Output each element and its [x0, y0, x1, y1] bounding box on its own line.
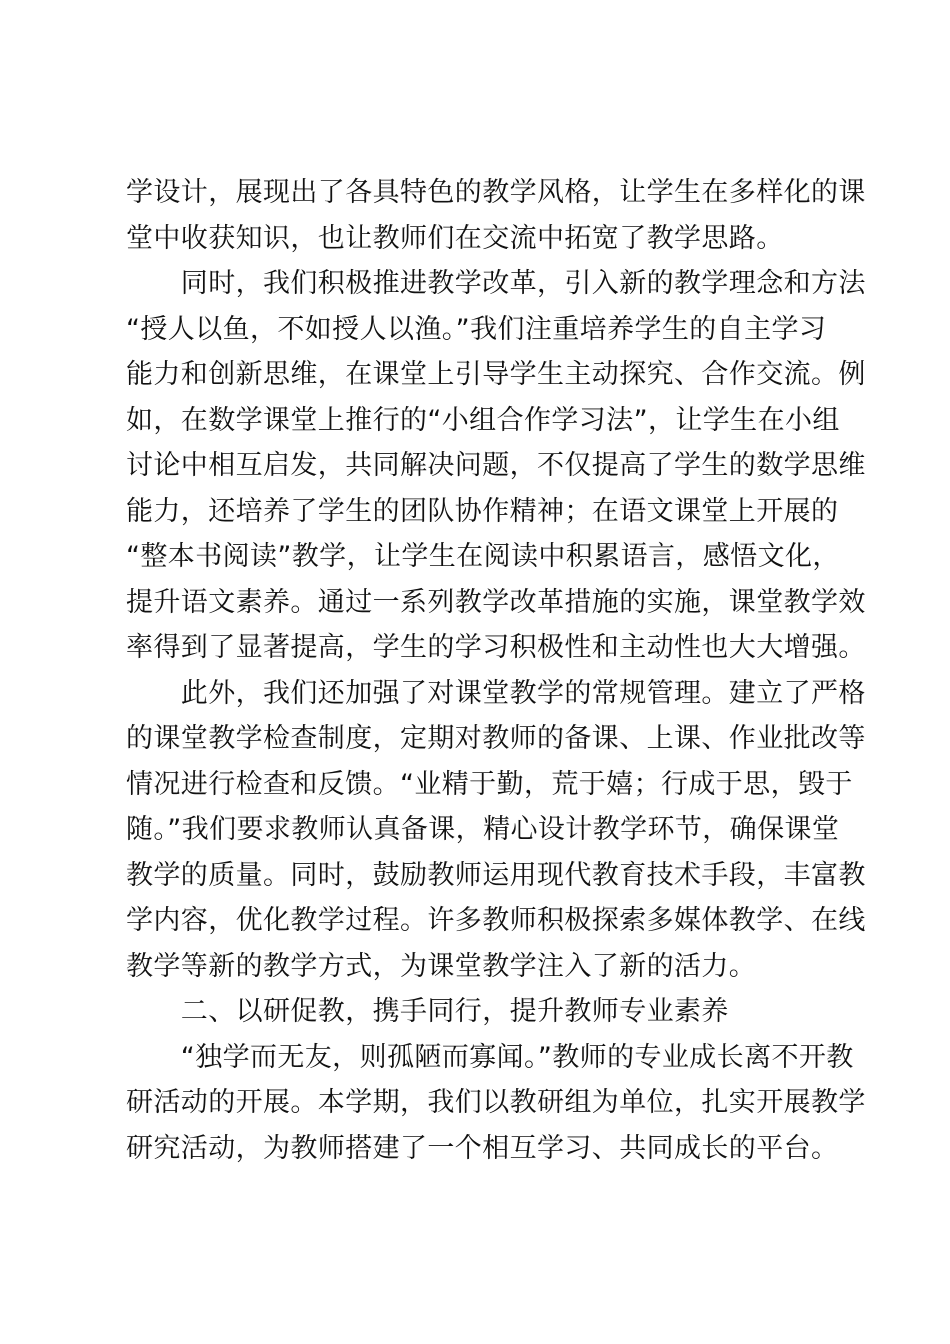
text-line: 学内容，优化教学过程。许多教师积极探索多媒体教学、在线: [126, 905, 866, 936]
body-text: [126, 170, 866, 1171]
text-line: 如，在数学课堂上推行的“小组合作学习法”，让学生在小组: [126, 404, 840, 436]
text-line: 堂中收获知识，也让教师们在交流中拓宽了教学思路。: [126, 222, 784, 254]
text-line: 教学等新的教学方式，为课堂教学注入了新的活力。: [126, 950, 757, 982]
text-line: 能力和创新思维，在课堂上引导学生主动探究、合作交流。例: [126, 359, 866, 390]
text-line: 研活动的开展。本学期，我们以教研组为单位，扎实开展教学: [126, 1087, 866, 1118]
text-line: 的课堂教学检查制度，定期对教师的备课、上课、作业批改等: [126, 723, 866, 754]
text-line: 提升语文素养。通过一系列教学改革措施的实施，课堂教学效: [126, 586, 866, 618]
text-line: 研究活动，为教师搭建了一个相互学习、共同成长的平台。: [126, 1132, 839, 1164]
text-line: 讨论中相互启发，共同解决问题，不仅提高了学生的数学思维: [126, 450, 866, 481]
text-line: 教学的质量。同时，鼓励教师运用现代教育技术手段，丰富教: [126, 859, 866, 891]
text-line: 此外，我们还加强了对课堂教学的常规管理。建立了严格: [126, 677, 866, 709]
text-line: 率得到了显著提高，学生的学习积极性和主动性也大大增强。: [126, 632, 866, 663]
text-line: 同时，我们积极推进教学改革，引入新的教学理念和方法: [126, 268, 866, 299]
text-line: “独学而无友，则孤陋而寡闻。”教师的专业成长离不开教: [126, 1041, 854, 1073]
text-line: 能力，还培养了学生的团队协作精神；在语文课堂上开展的: [126, 495, 839, 527]
section-heading: 二、以研促教，携手同行，提升教师专业素养: [126, 996, 729, 1027]
text-line: “授人以鱼，不如授人以渔。”我们注重培养学生的自主学习: [126, 313, 827, 345]
text-line: 情况进行检查和反馈。“业精于勤，荒于嬉；行成于思，毁于: [126, 768, 853, 800]
text-line: “整本书阅读”教学，让学生在阅读中积累语言，感悟文化，: [126, 541, 840, 572]
text-line: 学设计，展现出了各具特色的教学风格，让学生在多样化的课: [126, 177, 866, 208]
text-line: 随。”我们要求教师认真备课，精心设计教学环节，确保课堂: [126, 814, 840, 845]
